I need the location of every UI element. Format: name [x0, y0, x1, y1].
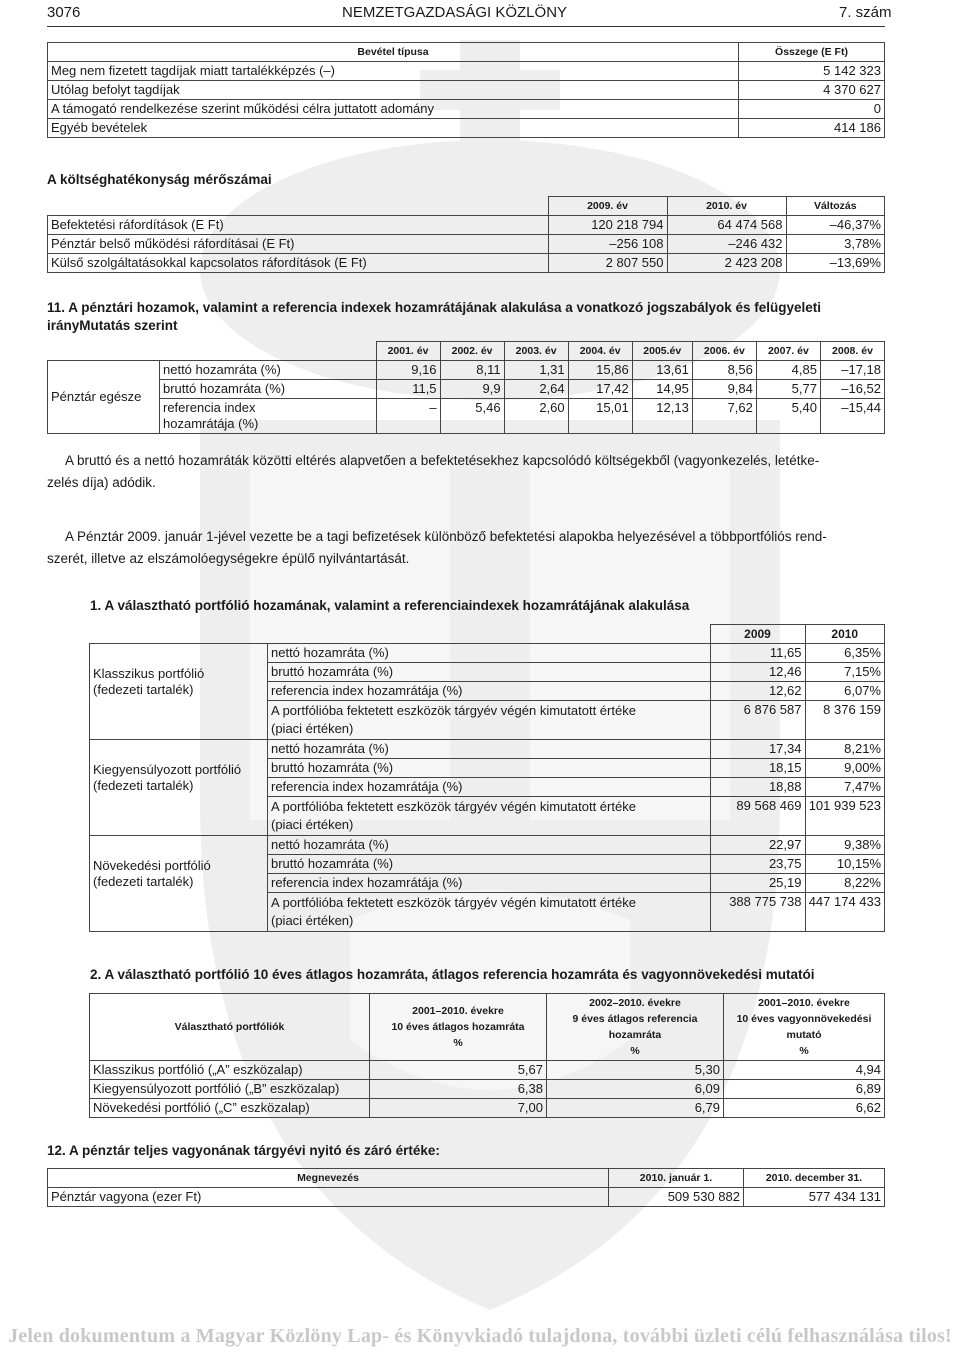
- p1-asset-label: [268, 701, 711, 740]
- table-row: [90, 836, 885, 855]
- returns-value: 5,46: [440, 399, 504, 434]
- cost-value: 2 807 550: [548, 254, 667, 273]
- p1-label: referencia index hozamrátája (%): [268, 682, 711, 701]
- p1-value: 7,47%: [805, 778, 885, 797]
- issue-number: 7. szám: [839, 4, 892, 21]
- table-row: [90, 644, 885, 663]
- p1-asset-label: [268, 797, 711, 836]
- returns-value: 17,42: [568, 380, 632, 399]
- s12-value: 509 530 882: [609, 1188, 744, 1207]
- p1-label: nettó hozamráta (%): [268, 740, 711, 759]
- returns-value: 15,01: [568, 399, 632, 434]
- income-label: Utólag befolyt tagdíjak: [48, 81, 739, 100]
- income-value: 4 370 627: [739, 81, 885, 100]
- p1-value: 18,88: [710, 778, 805, 797]
- p1-value: 17,34: [710, 740, 805, 759]
- p1-value: 6 876 587: [710, 701, 805, 740]
- returns-year: 2006. év: [692, 342, 756, 361]
- p2-value: 6,09: [547, 1080, 724, 1099]
- cost-head-2009: 2009. év: [548, 197, 667, 216]
- p1-value: 9,38%: [805, 836, 885, 855]
- portfolio-returns-table: [89, 624, 885, 932]
- p1-value: 8 376 159: [805, 701, 885, 740]
- portfolio-name: [90, 836, 268, 932]
- p1-year: 2009: [710, 625, 805, 644]
- table-row: [48, 216, 885, 235]
- header-rule: [47, 26, 885, 27]
- p2-label: Kiegyensúlyozott portfólió („B” eszközalap): [90, 1080, 370, 1099]
- p1-label: bruttó hozamráta (%): [268, 663, 711, 682]
- p1-value: 447 174 433: [805, 893, 885, 932]
- returns-head-blank: [48, 342, 160, 361]
- portfolio-10y-table: [89, 993, 885, 1118]
- portfolio-returns-title: 1. A választható portfólió hozamának, valamint a referenciaindexek hozamrátájának alakulása: [90, 598, 690, 613]
- p1-label: nettó hozamráta (%): [268, 644, 711, 663]
- p2-head: 2001–2010. évekre 10 éves átlagos hozamráta %: [370, 994, 547, 1061]
- cost-head-change: Változás: [786, 197, 885, 216]
- returns-value: 8,56: [692, 361, 756, 380]
- returns-table: [47, 341, 885, 434]
- returns-ref-label: [160, 399, 377, 434]
- returns-value: –15,44: [820, 399, 884, 434]
- p1-value: 18,15: [710, 759, 805, 778]
- returns-value: 2,60: [504, 399, 568, 434]
- p2-value: 5,30: [547, 1061, 724, 1080]
- cost-head-blank: [48, 197, 549, 216]
- table-row: [48, 254, 885, 273]
- p1-label: referencia index hozamrátája (%): [268, 778, 711, 797]
- returns-value: 14,95: [632, 380, 692, 399]
- asset-line2: (piaci értéken): [271, 817, 354, 832]
- p1-value: 7,15%: [805, 663, 885, 682]
- income-head-type: Bevétel típusa: [48, 43, 739, 62]
- income-label: A támogató rendelkezése szerint működési célra juttatott adomány: [48, 100, 739, 119]
- table-row: [48, 235, 885, 254]
- section-12-title: 12. A pénztár teljes vagyonának tárgyévi nyitó és záró értéke:: [47, 1143, 440, 1158]
- p1-label: bruttó hozamráta (%): [268, 759, 711, 778]
- returns-value: 13,61: [632, 361, 692, 380]
- page-number: 3076: [47, 4, 81, 21]
- portfolio-name: [90, 644, 268, 740]
- returns-year: 2003. év: [504, 342, 568, 361]
- paragraph-line: A bruttó és a nettó hozamráták közötti eltérés alapvetően a befektetésekhez kapcsolódó költségekből (vagyonkezelés, letétke-: [65, 453, 820, 468]
- returns-value: 4,85: [756, 361, 820, 380]
- p2-label: Növekedési portfólió („C” eszközalap): [90, 1099, 370, 1118]
- returns-value: 5,40: [756, 399, 820, 434]
- p1-year: 2010: [805, 625, 885, 644]
- p1-value: 25,19: [710, 874, 805, 893]
- cost-value: –256 108: [548, 235, 667, 254]
- returns-head-blank2: [160, 342, 377, 361]
- returns-year: 2007. év: [756, 342, 820, 361]
- p2-value: 6,62: [724, 1099, 885, 1118]
- returns-value: 2,64: [504, 380, 568, 399]
- section-11-title-line1: 11. A pénztári hozamok, valamint a referencia indexek hozamrátájának alakulása a vonatkozó jogszabályok és felügyeleti: [47, 300, 822, 315]
- s12-head: Megnevezés: [48, 1169, 609, 1188]
- p2-head: 2001–2010. évekre 10 éves vagyonnövekedési mutató %: [724, 994, 885, 1061]
- returns-year: 2005.év: [632, 342, 692, 361]
- cost-value: 120 218 794: [548, 216, 667, 235]
- p1-value: 9,00%: [805, 759, 885, 778]
- paragraph-cost-note: [47, 450, 897, 494]
- p1-value: 101 939 523: [805, 797, 885, 836]
- portfolio-10y-title: 2. A választható portfólió 10 éves átlagos hozamráta, átlagos referencia hozamráta és vagyonnövekedési mutatói: [90, 967, 815, 982]
- ref-label-line2: hozamrátája (%): [163, 416, 259, 431]
- asset-line1: A portfólióba fektetett eszközök tárgyév végén kimutatott értéke: [271, 799, 636, 814]
- table-row: [90, 1099, 885, 1118]
- portfolio-name: [90, 740, 268, 836]
- asset-line1: A portfólióba fektetett eszközök tárgyév végén kimutatott értéke: [271, 703, 636, 718]
- cost-value: –246 432: [667, 235, 786, 254]
- returns-year: 2008. év: [820, 342, 884, 361]
- p1-value: 23,75: [710, 855, 805, 874]
- p2-label: Klasszikus portfólió („A” eszközalap): [90, 1061, 370, 1080]
- p2-value: 6,89: [724, 1080, 885, 1099]
- p1-value: 22,97: [710, 836, 805, 855]
- returns-label: nettó hozamráta (%): [160, 361, 377, 380]
- returns-year: 2002. év: [440, 342, 504, 361]
- returns-value: –16,52: [820, 380, 884, 399]
- returns-value: 7,62: [692, 399, 756, 434]
- cost-label: Pénztár belső működési ráfordításai (E Ft): [48, 235, 549, 254]
- p1-label: nettó hozamráta (%): [268, 836, 711, 855]
- asset-line2: (piaci értéken): [271, 721, 354, 736]
- table-row: [48, 100, 885, 119]
- table-row: [90, 740, 885, 759]
- returns-value: 8,11: [440, 361, 504, 380]
- income-table: [47, 42, 885, 138]
- p1-value: 388 775 738: [710, 893, 805, 932]
- cost-section-title: A költséghatékonyság mérőszámai: [47, 172, 272, 187]
- p1-value: 6,35%: [805, 644, 885, 663]
- portfolio-name-line1: Klasszikus portfólió: [93, 666, 205, 681]
- income-head-amount: Összege (E Ft): [739, 43, 885, 62]
- paragraph-multiportfolio: [47, 526, 897, 570]
- portfolio-name-line2: (fedezeti tartalék): [93, 682, 194, 697]
- p2-value: 7,00: [370, 1099, 547, 1118]
- portfolio-name-line2: (fedezeti tartalék): [93, 874, 194, 889]
- cost-head-2010: 2010. év: [667, 197, 786, 216]
- p1-value: 12,46: [710, 663, 805, 682]
- ref-label-line1: referencia index: [163, 400, 256, 415]
- cost-label: Befektetési ráfordítások (E Ft): [48, 216, 549, 235]
- p1-value: 10,15%: [805, 855, 885, 874]
- s12-head: 2010. január 1.: [609, 1169, 744, 1188]
- p1-value: 12,62: [710, 682, 805, 701]
- paragraph-line: A Pénztár 2009. január 1-jével vezette be a tagi befizetések különböző befektetési alapokba helyezésével a többportfóliós rend-: [65, 529, 827, 544]
- p2-head: 2002–2010. évekre 9 éves átlagos referencia hozamráta %: [547, 994, 724, 1061]
- p1-value: 8,22%: [805, 874, 885, 893]
- returns-value: 9,84: [692, 380, 756, 399]
- cost-table: [47, 196, 885, 273]
- asset-line2: (piaci értéken): [271, 913, 354, 928]
- cost-value: 64 474 568: [667, 216, 786, 235]
- table-row: [48, 62, 885, 81]
- p2-value: 4,94: [724, 1061, 885, 1080]
- assets-table: [47, 1168, 885, 1207]
- table-row: [48, 399, 885, 434]
- returns-group-label: Pénztár egésze: [48, 361, 160, 434]
- cost-value: –46,37%: [786, 216, 885, 235]
- portfolio-name-line2: (fedezeti tartalék): [93, 778, 194, 793]
- income-label: Meg nem fizetett tagdíjak miatt tartalékképzés (–): [48, 62, 739, 81]
- income-value: 0: [739, 100, 885, 119]
- p1-value: 6,07%: [805, 682, 885, 701]
- section-11-title-line2: irányMutatás szerint: [47, 318, 178, 333]
- income-label: Egyéb bevételek: [48, 119, 739, 138]
- table-row: [48, 361, 885, 380]
- returns-value: 9,9: [440, 380, 504, 399]
- footer-copyright-notice: Jelen dokumentum a Magyar Közlöny Lap- és Könyvkiadó tulajdona, további üzleti célú felhasználása tilos!: [8, 1325, 952, 1347]
- paragraph-line: zelés díja) adódik.: [47, 475, 156, 490]
- p1-head-blank: [90, 625, 268, 644]
- income-value: 5 142 323: [739, 62, 885, 81]
- asset-line1: A portfólióba fektetett eszközök tárgyév végén kimutatott értéke: [271, 895, 636, 910]
- returns-year: 2001. év: [376, 342, 440, 361]
- journal-title: NEMZETGAZDASÁGI KÖZLÖNY: [342, 4, 568, 21]
- p1-value: 89 568 469: [710, 797, 805, 836]
- cost-label: Külső szolgáltatásokkal kapcsolatos ráfordítások (E Ft): [48, 254, 549, 273]
- p1-label: referencia index hozamrátája (%): [268, 874, 711, 893]
- p2-head: Választható portfóliók: [90, 994, 370, 1061]
- cost-value: 3,78%: [786, 235, 885, 254]
- portfolio-name-line1: Kiegyensúlyozott portfólió: [93, 762, 242, 777]
- s12-label: Pénztár vagyona (ezer Ft): [48, 1188, 609, 1207]
- returns-value: 9,16: [376, 361, 440, 380]
- returns-value: 5,77: [756, 380, 820, 399]
- returns-value: 12,13: [632, 399, 692, 434]
- table-row: [90, 1080, 885, 1099]
- p1-value: 11,65: [710, 644, 805, 663]
- returns-label: bruttó hozamráta (%): [160, 380, 377, 399]
- income-value: 414 186: [739, 119, 885, 138]
- table-row: [48, 81, 885, 100]
- cost-value: 2 423 208: [667, 254, 786, 273]
- s12-head: 2010. december 31.: [744, 1169, 885, 1188]
- p2-value: 6,79: [547, 1099, 724, 1118]
- p1-head-blank2: [268, 625, 711, 644]
- returns-year: 2004. év: [568, 342, 632, 361]
- returns-value: 15,86: [568, 361, 632, 380]
- s12-value: 577 434 131: [744, 1188, 885, 1207]
- portfolio-name-line1: Növekedési portfólió: [93, 858, 211, 873]
- p2-value: 5,67: [370, 1061, 547, 1080]
- returns-value: 1,31: [504, 361, 568, 380]
- table-row: [48, 380, 885, 399]
- cost-value: –13,69%: [786, 254, 885, 273]
- table-row: [90, 1061, 885, 1080]
- p2-value: 6,38: [370, 1080, 547, 1099]
- p1-asset-label: [268, 893, 711, 932]
- p1-label: bruttó hozamráta (%): [268, 855, 711, 874]
- returns-value: –: [376, 399, 440, 434]
- paragraph-line: szerét, illetve az elszámolóegységekre épülő nyilvántartását.: [47, 551, 410, 566]
- table-row: [48, 119, 885, 138]
- returns-value: –17,18: [820, 361, 884, 380]
- table-row: [48, 1188, 885, 1207]
- returns-value: 11,5: [376, 380, 440, 399]
- p1-value: 8,21%: [805, 740, 885, 759]
